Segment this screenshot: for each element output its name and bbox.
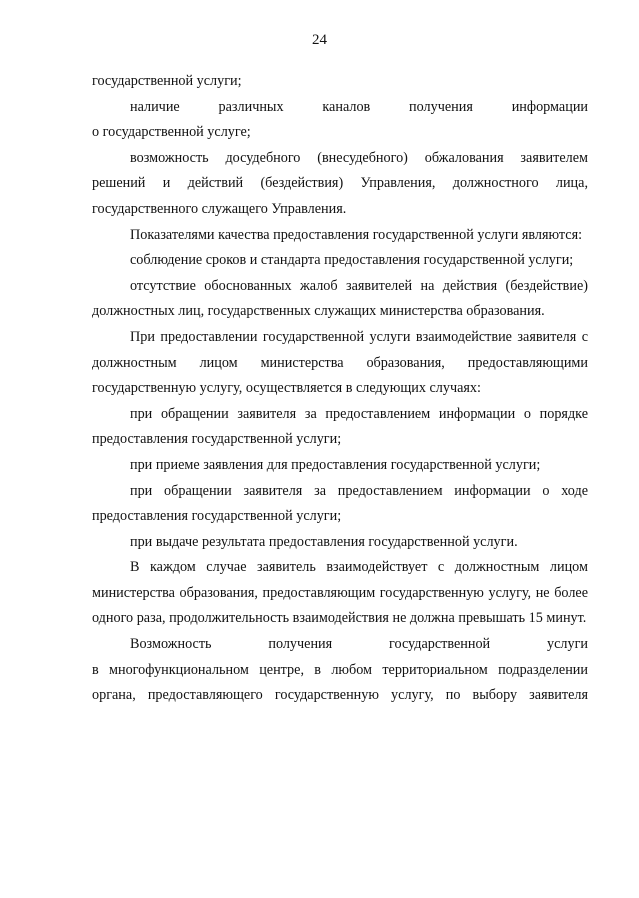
paragraph-continuation: государственной услуги; [92,73,242,89]
paragraph-mfc-lead: Возможность получения государственной услуги [130,636,588,653]
paragraph-no-complaints: отсутствие обоснованных жалоб заявителей на действия (бездействие) должностных лиц, государственных служащих министерства образования. [92,277,588,320]
paragraph-deadlines: соблюдение сроков и стандарта предоставления государственной услуги; [130,252,574,269]
paragraph-quality-indicators: Показателями качества предоставления государственной услуги являются: [130,226,583,243]
paragraph-interaction: При предоставлении государственной услуги взаимодействие заявителя с должностным лицом министерства образования, предоставляющими государственную услугу, осуществляется в следующих случаях: [92,328,588,397]
document-body [92,69,588,709]
paragraph-appeal: возможность досудебного (внесудебного) обжалования заявителем решений и действий (бездействия) Управления, должностного лица, государственного служащего Управления. [92,149,588,217]
paragraph-result: при выдаче результата предоставления государственной услуги. [130,533,518,550]
paragraph-application: при приеме заявления для предоставления государственной услуги; [130,456,541,473]
paragraph-progress-request: при обращении заявителя за предоставлением информации о ходе предоставления государственной услуги; [92,482,588,525]
paragraph-interaction-limit: В каждом случае заявитель взаимодействует с должностным лицом министерства образования, предоставляющим государственную услугу, не более одного раза, продолжительность взаимодействия не должна превышать 15 минут. [92,559,588,627]
paragraph-mfc-body: в многофункциональном центре, в любом территориальном подразделении органа, предоставляющего государственную услугу, по выбору заявителя [92,661,588,704]
paragraph-channels-lead: наличие различных каналов получения информации [130,98,588,115]
paragraph-channels-end: о государственной услуге; [92,124,251,141]
page-number: 24 [312,32,327,48]
paragraph-info-request: при обращении заявителя за предоставлением информации о порядке предоставления государственной услуги; [92,405,588,448]
